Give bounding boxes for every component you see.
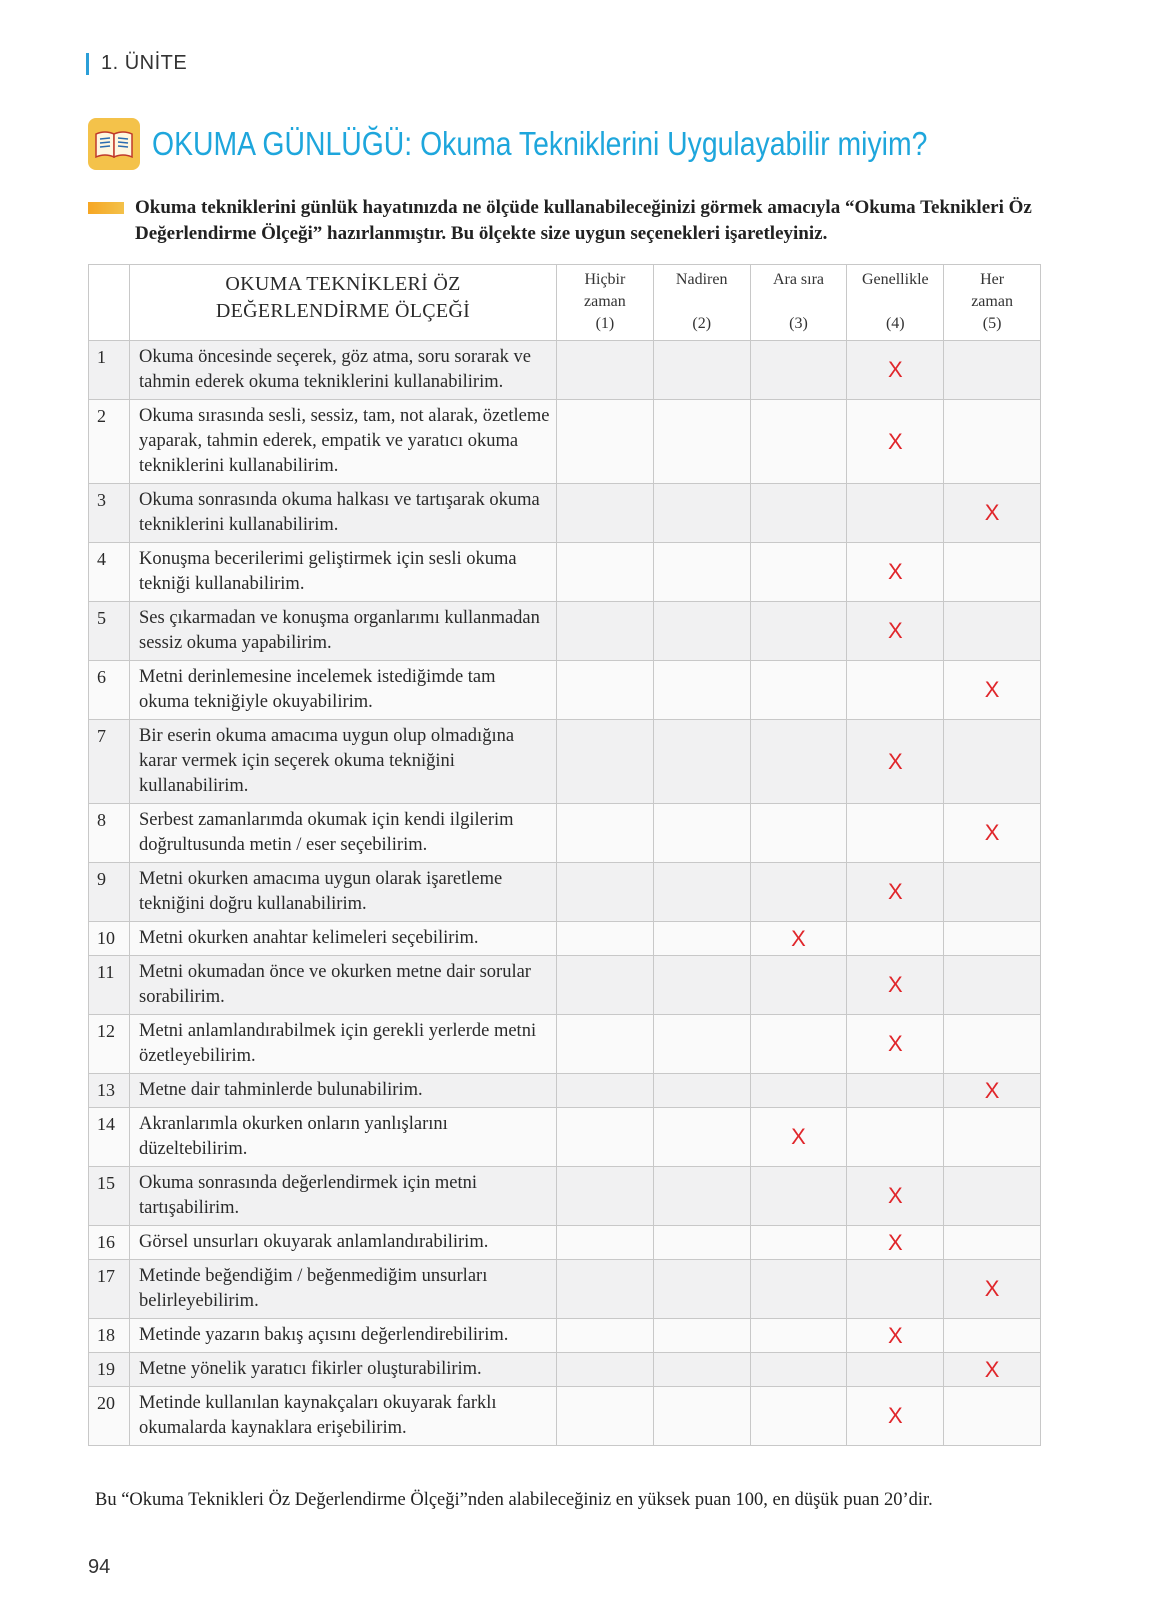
row-number: 16 — [89, 1226, 130, 1260]
page-title: OKUMA GÜNLÜĞÜ: Okuma Tekniklerini Uygulayabilir miyim? — [152, 125, 928, 162]
book-icon — [88, 118, 140, 170]
option-cell-4[interactable] — [847, 1387, 944, 1446]
row-number: 3 — [89, 484, 130, 543]
option-cell-4[interactable] — [847, 1319, 944, 1353]
row-statement: Okuma öncesinde seçerek, göz atma, soru sorarak ve tahmin ederek okuma tekniklerini kullanabilirim. — [130, 341, 557, 400]
table-row — [89, 922, 1041, 956]
option-cell-1[interactable] — [557, 1387, 654, 1446]
option-cell-5[interactable] — [944, 863, 1041, 922]
instruction-text: Okuma tekniklerini günlük hayatınızda ne ölçüde kullanabileceğinizi görmek amacıyla “Okuma Teknikleri Öz Değerlendirme Ölçeği” hazırlanmıştır. Bu ölçekte size uygun seçenekleri işaretleyiniz. — [135, 197, 1032, 244]
option-header-4: Genellikle (4) — [847, 265, 944, 341]
x-mark-icon: X — [887, 428, 903, 454]
row-statement: Okuma sırasında sesli, sessiz, tam, not alarak, özetleme yaparak, tahmin ederek, empatik ve yaratıcı okuma tekniklerini kullanabilirim. — [130, 400, 557, 484]
table-row — [89, 1226, 1041, 1260]
table-row — [89, 1353, 1041, 1387]
option-cell-5[interactable] — [944, 804, 1041, 863]
table-row — [89, 341, 1041, 400]
option-cell-5[interactable] — [944, 1167, 1041, 1226]
footer-note: Bu “Okuma Teknikleri Öz Değerlendirme Ölçeği”nden alabileceğiniz en yüksek puan 100, en düşük puan 20’dir. — [95, 1490, 933, 1510]
table-title-line-1: OKUMA TEKNİKLERİ ÖZ — [225, 273, 461, 295]
section-title-row — [88, 118, 1054, 170]
option-cell-3[interactable] — [750, 1015, 847, 1074]
table-title-line-2: DEĞERLENDİRME ÖLÇEĞİ — [215, 300, 471, 322]
x-mark-icon: X — [887, 1322, 903, 1348]
option-cell-2[interactable] — [653, 863, 750, 922]
option-cell-2[interactable] — [653, 1108, 750, 1167]
option-cell-1[interactable] — [557, 922, 654, 956]
option-cell-4[interactable] — [847, 1015, 944, 1074]
table-row — [89, 543, 1041, 602]
row-statement: Okuma sonrasında okuma halkası ve tartışarak okuma tekniklerini kullanabilirim. — [130, 484, 557, 543]
option-cell-2[interactable] — [653, 1353, 750, 1387]
row-number: 15 — [89, 1167, 130, 1226]
option-cell-5[interactable] — [944, 922, 1041, 956]
row-number: 20 — [89, 1387, 130, 1446]
table-row — [89, 1015, 1041, 1074]
option-cell-1[interactable] — [557, 1167, 654, 1226]
row-number: 5 — [89, 602, 130, 661]
row-number: 8 — [89, 804, 130, 863]
option-header-3: Ara sıra (3) — [750, 265, 847, 341]
option-cell-2[interactable] — [653, 400, 750, 484]
x-mark-icon: X — [791, 925, 806, 951]
option-cell-5[interactable] — [944, 400, 1041, 484]
table-row — [89, 400, 1041, 484]
table-row — [89, 720, 1041, 804]
option-cell-1[interactable] — [557, 720, 654, 804]
row-number: 6 — [89, 661, 130, 720]
x-mark-icon: X — [984, 500, 1000, 525]
option-cell-3[interactable] — [750, 602, 847, 661]
row-statement: Ses çıkarmadan ve konuşma organlarımı kullanmadan sessiz okuma yapabilirim. — [130, 602, 557, 661]
x-mark-icon: X — [791, 1124, 806, 1149]
option-cell-5[interactable] — [944, 1353, 1041, 1387]
option-cell-5[interactable] — [944, 1319, 1041, 1353]
option-cell-5[interactable] — [944, 602, 1041, 661]
option-cell-3[interactable] — [750, 1074, 847, 1108]
row-statement: Metni anlamlandırabilmek için gerekli yerlerde metni özetleyebilirim. — [130, 1015, 557, 1074]
row-statement: Konuşma becerilerimi geliştirmek için sesli okuma tekniği kullanabilirim. — [130, 543, 557, 602]
table-row — [89, 661, 1041, 720]
option-cell-2[interactable] — [653, 543, 750, 602]
row-number: 7 — [89, 720, 130, 804]
option-cell-2[interactable] — [653, 661, 750, 720]
table-row — [89, 1074, 1041, 1108]
row-statement: Metni okumadan önce ve okurken metne dair sorular sorabilirim. — [130, 956, 557, 1015]
row-statement: Serbest zamanlarımda okumak için kendi ilgilerim doğrultusunda metin / eser seçebilirim. — [130, 804, 557, 863]
option-cell-2[interactable] — [653, 1226, 750, 1260]
row-number: 11 — [89, 956, 130, 1015]
option-cell-4[interactable] — [847, 804, 944, 863]
option-cell-1[interactable] — [557, 661, 654, 720]
option-cell-3[interactable] — [750, 1387, 847, 1446]
x-mark-icon: X — [984, 1356, 1000, 1382]
option-cell-4[interactable] — [847, 720, 944, 804]
table-row — [89, 1260, 1041, 1319]
row-statement: Metinde yazarın bakış açısını değerlendirebilirim. — [130, 1319, 557, 1353]
table-row — [89, 484, 1041, 543]
option-cell-2[interactable] — [653, 484, 750, 543]
option-header-5: Her zaman (5) — [944, 265, 1041, 341]
option-cell-4[interactable] — [847, 484, 944, 543]
option-cell-1[interactable] — [557, 956, 654, 1015]
x-mark-icon: X — [887, 1229, 903, 1255]
page-number: 94 — [88, 1556, 111, 1578]
option-cell-3[interactable] — [750, 922, 847, 956]
row-statement: Metni okurken anahtar kelimeleri seçebilirim. — [130, 922, 557, 956]
option-value: (5) — [982, 315, 1002, 332]
option-cell-4[interactable] — [847, 602, 944, 661]
row-number: 4 — [89, 543, 130, 602]
option-cell-3[interactable] — [750, 1226, 847, 1260]
row-number: 13 — [89, 1074, 130, 1108]
table-row — [89, 1167, 1041, 1226]
option-cell-1[interactable] — [557, 484, 654, 543]
option-cell-3[interactable] — [750, 400, 847, 484]
row-statement: Görsel unsurları okuyarak anlamlandırabilirim. — [130, 1226, 557, 1260]
unit-header — [86, 52, 187, 75]
x-mark-icon: X — [887, 748, 903, 774]
table-row — [89, 956, 1041, 1015]
option-cell-4[interactable] — [847, 400, 944, 484]
unit-label: 1. ÜNİTE — [101, 52, 188, 74]
option-cell-2[interactable] — [653, 1074, 750, 1108]
option-cell-1[interactable] — [557, 1226, 654, 1260]
option-cell-5[interactable] — [944, 1074, 1041, 1108]
option-cell-3[interactable] — [750, 956, 847, 1015]
table-title — [130, 265, 557, 341]
option-cell-1[interactable] — [557, 1260, 654, 1319]
row-statement: Metne yönelik yaratıcı fikirler oluşturabilirim. — [130, 1353, 557, 1387]
table-row — [89, 1108, 1041, 1167]
instruction-marker-icon — [88, 202, 124, 214]
x-mark-icon: X — [984, 1276, 1000, 1301]
table-header-row — [89, 265, 1041, 341]
option-cell-1[interactable] — [557, 863, 654, 922]
option-cell-3[interactable] — [750, 720, 847, 804]
table-row — [89, 1319, 1041, 1353]
row-statement: Metne dair tahminlerde bulunabilirim. — [130, 1074, 557, 1108]
option-cell-3[interactable] — [750, 1353, 847, 1387]
option-cell-1[interactable] — [557, 602, 654, 661]
x-mark-icon: X — [887, 879, 903, 904]
row-statement: Metni okurken amacıma uygun olarak işaretleme tekniğini doğru kullanabilirim. — [130, 863, 557, 922]
option-cell-3[interactable] — [750, 863, 847, 922]
option-cell-3[interactable] — [750, 543, 847, 602]
option-cell-3[interactable] — [750, 1260, 847, 1319]
option-cell-4[interactable] — [847, 341, 944, 400]
option-cell-1[interactable] — [557, 341, 654, 400]
row-statement: Metinde kullanılan kaynakçaları okuyarak farklı okumalarda kaynaklara erişebilirim. — [130, 1387, 557, 1446]
option-cell-2[interactable] — [653, 602, 750, 661]
option-cell-1[interactable] — [557, 1108, 654, 1167]
option-cell-2[interactable] — [653, 804, 750, 863]
x-mark-icon: X — [984, 677, 1000, 702]
x-mark-icon: X — [887, 1403, 903, 1428]
option-cell-2[interactable] — [653, 1319, 750, 1353]
row-number: 17 — [89, 1260, 130, 1319]
x-mark-icon: X — [887, 1183, 903, 1208]
row-statement: Okuma sonrasında değerlendirmek için metni tartışabilirim. — [130, 1167, 557, 1226]
option-cell-2[interactable] — [653, 1167, 750, 1226]
option-cell-1[interactable] — [557, 1074, 654, 1108]
row-number: 2 — [89, 400, 130, 484]
option-cell-5[interactable] — [944, 720, 1041, 804]
option-cell-5[interactable] — [944, 1387, 1041, 1446]
row-statement: Akranlarımla okurken onların yanlışlarını düzeltebilirim. — [130, 1108, 557, 1167]
option-cell-5[interactable] — [944, 956, 1041, 1015]
option-value: (2) — [692, 315, 712, 332]
option-cell-1[interactable] — [557, 1353, 654, 1387]
option-cell-3[interactable] — [750, 804, 847, 863]
option-cell-1[interactable] — [557, 543, 654, 602]
option-cell-4[interactable] — [847, 543, 944, 602]
x-mark-icon: X — [887, 357, 903, 382]
table-body — [89, 341, 1041, 1446]
option-cell-4[interactable] — [847, 922, 944, 956]
unit-accent-bar — [86, 53, 89, 75]
table-row — [89, 863, 1041, 922]
row-number: 1 — [89, 341, 130, 400]
option-cell-2[interactable] — [653, 922, 750, 956]
option-cell-3[interactable] — [750, 1319, 847, 1353]
option-cell-3[interactable] — [750, 341, 847, 400]
row-number: 19 — [89, 1353, 130, 1387]
row-number: 18 — [89, 1319, 130, 1353]
option-cell-4[interactable] — [847, 863, 944, 922]
option-cell-3[interactable] — [750, 484, 847, 543]
option-cell-2[interactable] — [653, 720, 750, 804]
option-cell-5[interactable] — [944, 543, 1041, 602]
option-value: (4) — [885, 315, 905, 332]
option-value: (3) — [789, 315, 808, 332]
option-cell-2[interactable] — [653, 1387, 750, 1446]
option-cell-3[interactable] — [750, 1167, 847, 1226]
option-cell-5[interactable] — [944, 1226, 1041, 1260]
option-cell-5[interactable] — [944, 1260, 1041, 1319]
x-mark-icon: X — [887, 972, 903, 997]
row-number: 12 — [89, 1015, 130, 1074]
row-statement: Metni derinlemesine incelemek istediğimde tam okuma tekniğiyle okuyabilirim. — [130, 661, 557, 720]
option-cell-5[interactable] — [944, 1015, 1041, 1074]
x-mark-icon: X — [887, 618, 903, 643]
option-cell-2[interactable] — [653, 956, 750, 1015]
row-number: 14 — [89, 1108, 130, 1167]
row-number: 9 — [89, 863, 130, 922]
option-cell-1[interactable] — [557, 1319, 654, 1353]
option-cell-4[interactable] — [847, 661, 944, 720]
option-cell-2[interactable] — [653, 1260, 750, 1319]
option-value: (1) — [595, 315, 615, 332]
option-cell-4[interactable] — [847, 1226, 944, 1260]
x-mark-icon: X — [984, 1077, 1000, 1103]
option-cell-4[interactable] — [847, 956, 944, 1015]
option-cell-3[interactable] — [750, 661, 847, 720]
option-cell-4[interactable] — [847, 1108, 944, 1167]
x-mark-icon: X — [887, 559, 903, 584]
option-header-1: Hiçbir zaman (1) — [557, 265, 654, 341]
option-cell-4[interactable] — [847, 1167, 944, 1226]
option-cell-3[interactable] — [750, 1108, 847, 1167]
row-number: 10 — [89, 922, 130, 956]
table-row — [89, 602, 1041, 661]
x-mark-icon: X — [984, 820, 1000, 845]
header-number-cell — [89, 265, 130, 341]
row-statement: Bir eserin okuma amacıma uygun olup olmadığına karar vermek için seçerek okuma tekniğini kullanabilirim. — [130, 720, 557, 804]
option-cell-1[interactable] — [557, 1015, 654, 1074]
option-header-2: Nadiren (2) — [653, 265, 750, 341]
option-cell-2[interactable] — [653, 341, 750, 400]
option-cell-4[interactable] — [847, 1074, 944, 1108]
self-assessment-table — [88, 264, 1041, 1446]
option-cell-1[interactable] — [557, 804, 654, 863]
x-mark-icon: X — [887, 1031, 903, 1056]
option-cell-1[interactable] — [557, 400, 654, 484]
option-cell-5[interactable] — [944, 341, 1041, 400]
option-cell-5[interactable] — [944, 484, 1041, 543]
table-row — [89, 804, 1041, 863]
row-statement: Metinde beğendiğim / beğenmediğim unsurları belirleyebilirim. — [130, 1260, 557, 1319]
table-row — [89, 1387, 1041, 1446]
option-cell-2[interactable] — [653, 1015, 750, 1074]
option-cell-5[interactable] — [944, 1108, 1041, 1167]
option-cell-4[interactable] — [847, 1353, 944, 1387]
option-cell-4[interactable] — [847, 1260, 944, 1319]
option-cell-5[interactable] — [944, 661, 1041, 720]
